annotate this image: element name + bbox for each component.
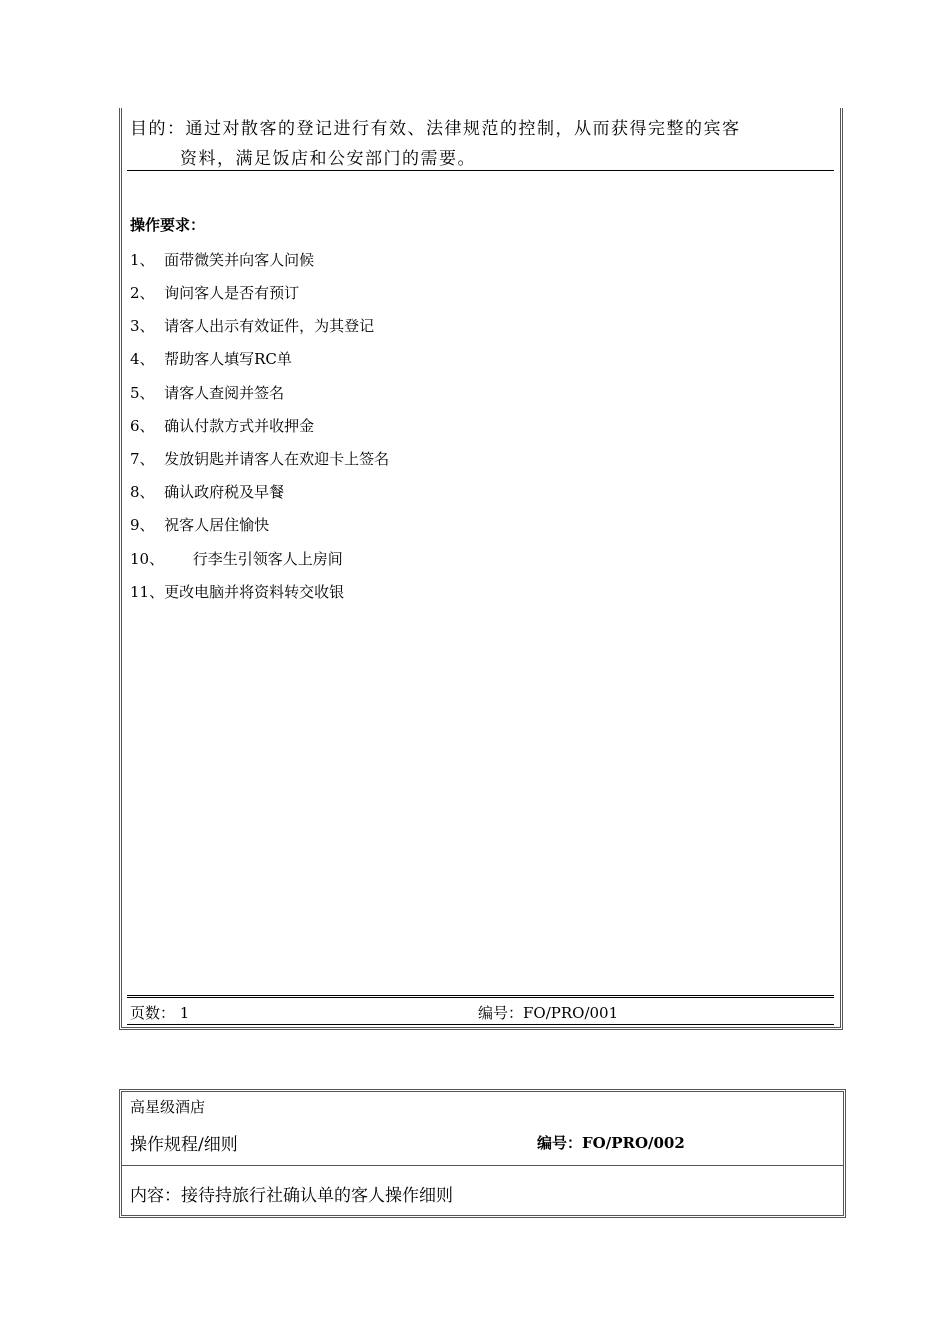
procedure-box: [119, 108, 843, 1030]
step-item: 7、 发放钥匙并请客人在欢迎卡上签名: [130, 450, 390, 468]
step-item: 4、 帮助客人填写RC单: [130, 350, 292, 368]
step-item: 11、更改电脑并将资料转交收银: [130, 583, 345, 601]
step-item: 10、 行李生引领客人上房间: [130, 550, 343, 568]
step-item: 1、 面带微笑并向客人问候: [130, 251, 315, 269]
page-number: 页数： 1: [130, 1004, 190, 1022]
content-line: 内容：接待持旅行社确认单的客人操作细则: [130, 1186, 453, 1206]
document-code-2: [537, 1132, 685, 1153]
requirements-heading: 操作要求：: [130, 216, 206, 234]
step-item: 8、 确认政府税及早餐: [130, 483, 285, 501]
step-item: 6、 确认付款方式并收押金: [130, 417, 315, 435]
procedure-title: 操作规程/细则: [130, 1135, 238, 1155]
step-item: 9、 祝客人居住愉快: [130, 516, 270, 534]
step-item: 5、 请客人查阅并签名: [130, 384, 285, 402]
purpose-text: [130, 114, 832, 174]
header-divider: [122, 1165, 843, 1166]
step-item: 3、 请客人出示有效证件，为其登记: [130, 317, 375, 335]
footer-divider: [127, 995, 834, 998]
purpose-line-2: 资料，满足饭店和公安部门的需要。: [180, 149, 476, 169]
purpose-line-1: 目的：通过对散客的登记进行有效、法律规范的控制，从而获得完整的宾客: [130, 119, 741, 139]
step-item: 2、 询问客人是否有预订: [130, 284, 300, 302]
code-value: FO/PRO/002: [582, 1134, 685, 1152]
footer-bottom-rule: [127, 1024, 834, 1025]
hotel-name: 高星级酒店: [130, 1098, 206, 1116]
code-prefix: 编号：: [537, 1134, 583, 1152]
purpose-divider: [127, 170, 834, 171]
document-code: 编号：FO/PRO/001: [478, 1004, 619, 1022]
